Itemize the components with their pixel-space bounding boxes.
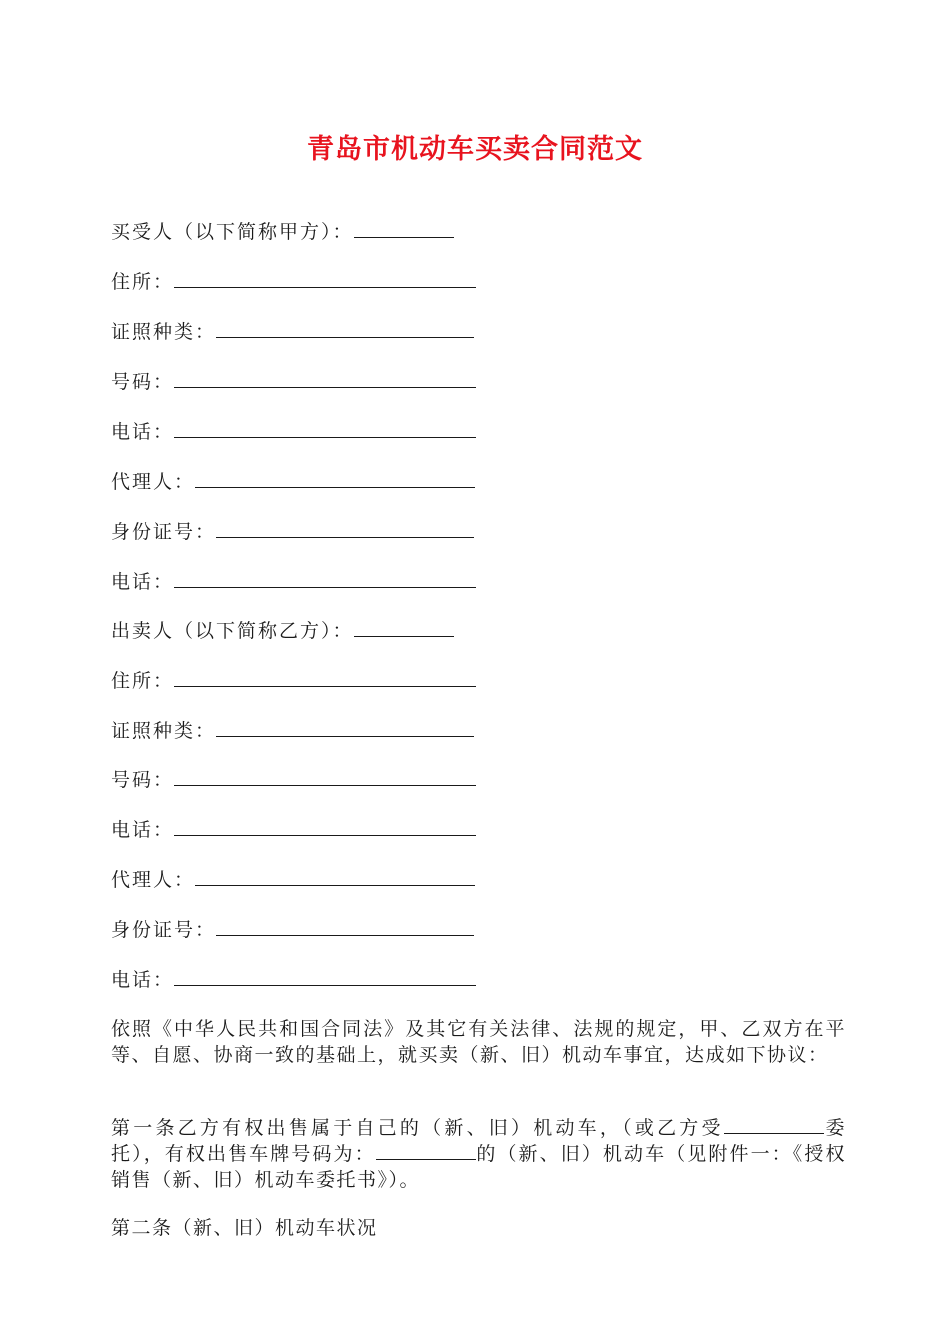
field-label: 身份证号： xyxy=(111,919,217,941)
field-label: 电话： xyxy=(111,571,175,593)
article-one-text-1: 第一条乙方有权出售属于自己的（新、旧）机动车，（或乙方受 xyxy=(111,1117,724,1139)
field-label: 证照种类： xyxy=(111,321,217,343)
fill-blank xyxy=(174,984,476,986)
document-title: 青岛市机动车买卖合同范文 xyxy=(307,134,643,165)
field-label: 住所： xyxy=(111,670,175,692)
article-two-heading: 第二条（新、旧）机动车状况 xyxy=(111,1217,378,1239)
field-label: 电话： xyxy=(111,421,175,443)
field-label: 出卖人（以下简称乙方）： xyxy=(111,620,354,642)
buyer-id-type-field xyxy=(111,314,474,344)
intro-paragraph: 依照《中华人民共和国合同法》及其它有关法律、法规的规定，甲、乙双方在平等、自愿、协商一致的基础上，就买卖（新、旧）机动车事宜，达成如下协议： xyxy=(111,1018,846,1066)
fill-blank xyxy=(724,1115,824,1134)
field-label: 号码： xyxy=(111,371,175,393)
buyer-agent-field xyxy=(111,464,475,494)
seller-agent-field xyxy=(111,862,475,892)
fill-blank xyxy=(174,286,476,288)
buyer-agent-phone-field xyxy=(111,564,476,594)
fill-blank xyxy=(174,586,476,588)
fill-blank xyxy=(376,1141,476,1160)
field-label: 住所： xyxy=(111,271,175,293)
seller-agent-idcard-field xyxy=(111,912,474,942)
article-one-text-3: 的（新、旧）机动车（见附件一：《授权销售（新、旧）机动车委托书》）。 xyxy=(111,1143,846,1191)
buyer-id-number-field xyxy=(111,364,476,394)
buyer-agent-idcard-field xyxy=(111,514,474,544)
seller-address-field xyxy=(111,663,476,693)
article-one-paragraph xyxy=(111,1115,846,1193)
fill-blank xyxy=(354,635,454,637)
field-label: 证照种类： xyxy=(111,720,217,742)
fill-blank xyxy=(354,236,454,238)
fill-blank xyxy=(216,536,474,538)
buyer-name-field xyxy=(111,214,454,244)
fill-blank xyxy=(216,934,474,936)
fill-blank xyxy=(174,386,476,388)
field-label: 身份证号： xyxy=(111,521,217,543)
buyer-address-field xyxy=(111,264,476,294)
field-label: 买受人（以下简称甲方）： xyxy=(111,221,354,243)
fill-blank xyxy=(174,685,476,687)
seller-agent-phone-field xyxy=(111,962,476,992)
article-one-text-2: 委托），有权出售车牌号码为： xyxy=(111,1117,846,1165)
buyer-phone-field xyxy=(111,414,476,444)
fill-blank xyxy=(174,436,476,438)
fill-blank xyxy=(195,884,475,886)
field-label: 电话： xyxy=(111,819,175,841)
seller-phone-field xyxy=(111,812,476,842)
fill-blank xyxy=(174,834,476,836)
fill-blank xyxy=(174,784,476,786)
field-label: 电话： xyxy=(111,969,175,991)
seller-id-number-field xyxy=(111,762,476,792)
fill-blank xyxy=(216,336,474,338)
seller-id-type-field xyxy=(111,713,474,743)
seller-name-field xyxy=(111,613,454,643)
field-label: 号码： xyxy=(111,769,175,791)
fill-blank xyxy=(216,735,474,737)
field-label: 代理人： xyxy=(111,471,196,493)
fill-blank xyxy=(195,486,475,488)
field-label: 代理人： xyxy=(111,869,196,891)
